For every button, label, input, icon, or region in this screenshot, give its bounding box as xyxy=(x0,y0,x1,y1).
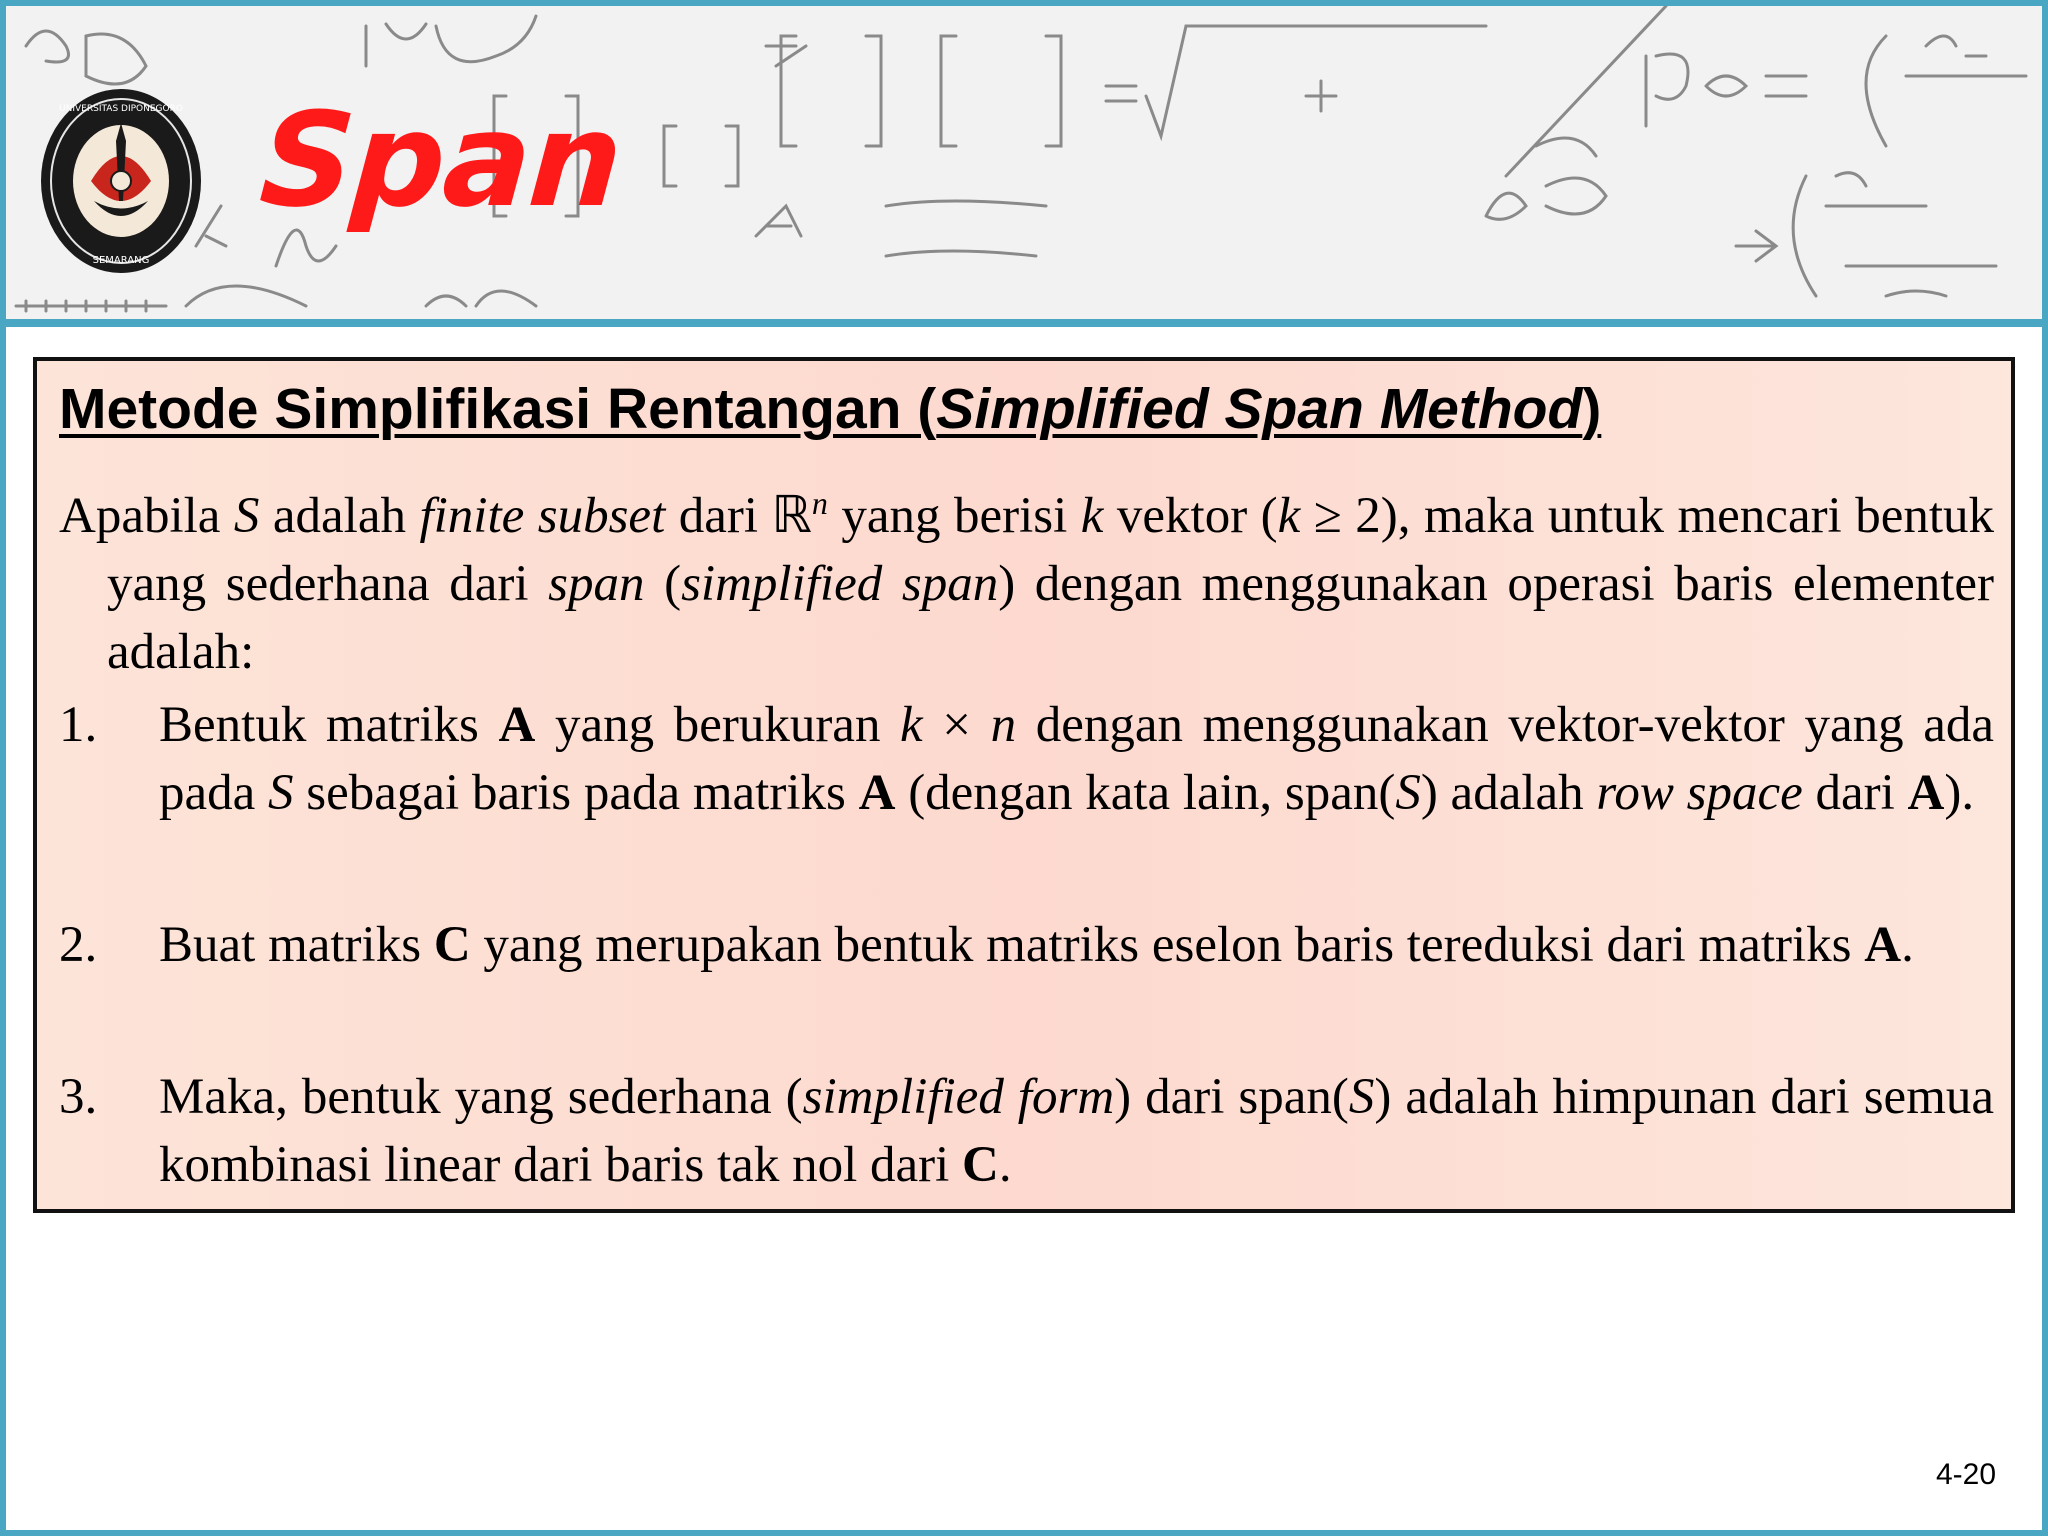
svg-text:SEMARANG: SEMARANG xyxy=(92,255,150,266)
list-item xyxy=(59,1063,1994,1199)
list-item-text: Bentuk matriks A yang berukuran k × n dengan menggunakan vektor-vektor yang ada pada S sebagai baris pada matriks A (dengan kata lain, span(S) adalah row space dari A). xyxy=(159,697,1994,821)
content-box xyxy=(33,357,2015,1213)
intro-paragraph: Apabila S adalah finite subset dari ℝ$^n$ yang berisi k vektor (k ≥ 2), maka untuk mencari bentuk yang sederhana dari span (simplified span) dengan menggunakan operasi baris elementer adalah: xyxy=(59,485,1995,680)
heading-text: Metode Simplifikasi Rentangan ( xyxy=(59,377,937,441)
svg-text:UNIVERSITAS DIPONEGORO: UNIVERSITAS DIPONEGORO xyxy=(59,104,183,114)
list-number: 1. xyxy=(59,697,98,753)
university-logo xyxy=(36,81,206,281)
page-number: 4-20 xyxy=(1935,1458,1996,1491)
list-number: 3. xyxy=(59,1069,98,1125)
slide-title: Span xyxy=(255,84,626,236)
list-number: 2. xyxy=(59,917,98,973)
heading-close: ) xyxy=(1582,377,1602,441)
list-item-text: Buat matriks C yang merupakan bentuk matriks eselon baris tereduksi dari matriks A. xyxy=(159,917,1914,973)
list-item-text: Maka, bentuk yang sederhana (simplified form) dari span(S) adalah himpunan dari semua kombinasi linear dari baris tak nol dari C. xyxy=(159,1069,1994,1193)
header-banner xyxy=(6,6,2042,319)
list-item xyxy=(59,691,1994,827)
list-item xyxy=(59,911,1994,979)
box-heading xyxy=(59,376,1601,442)
heading-italic-text: Simplified Span Method xyxy=(936,377,1583,441)
banner-divider xyxy=(0,319,2048,327)
